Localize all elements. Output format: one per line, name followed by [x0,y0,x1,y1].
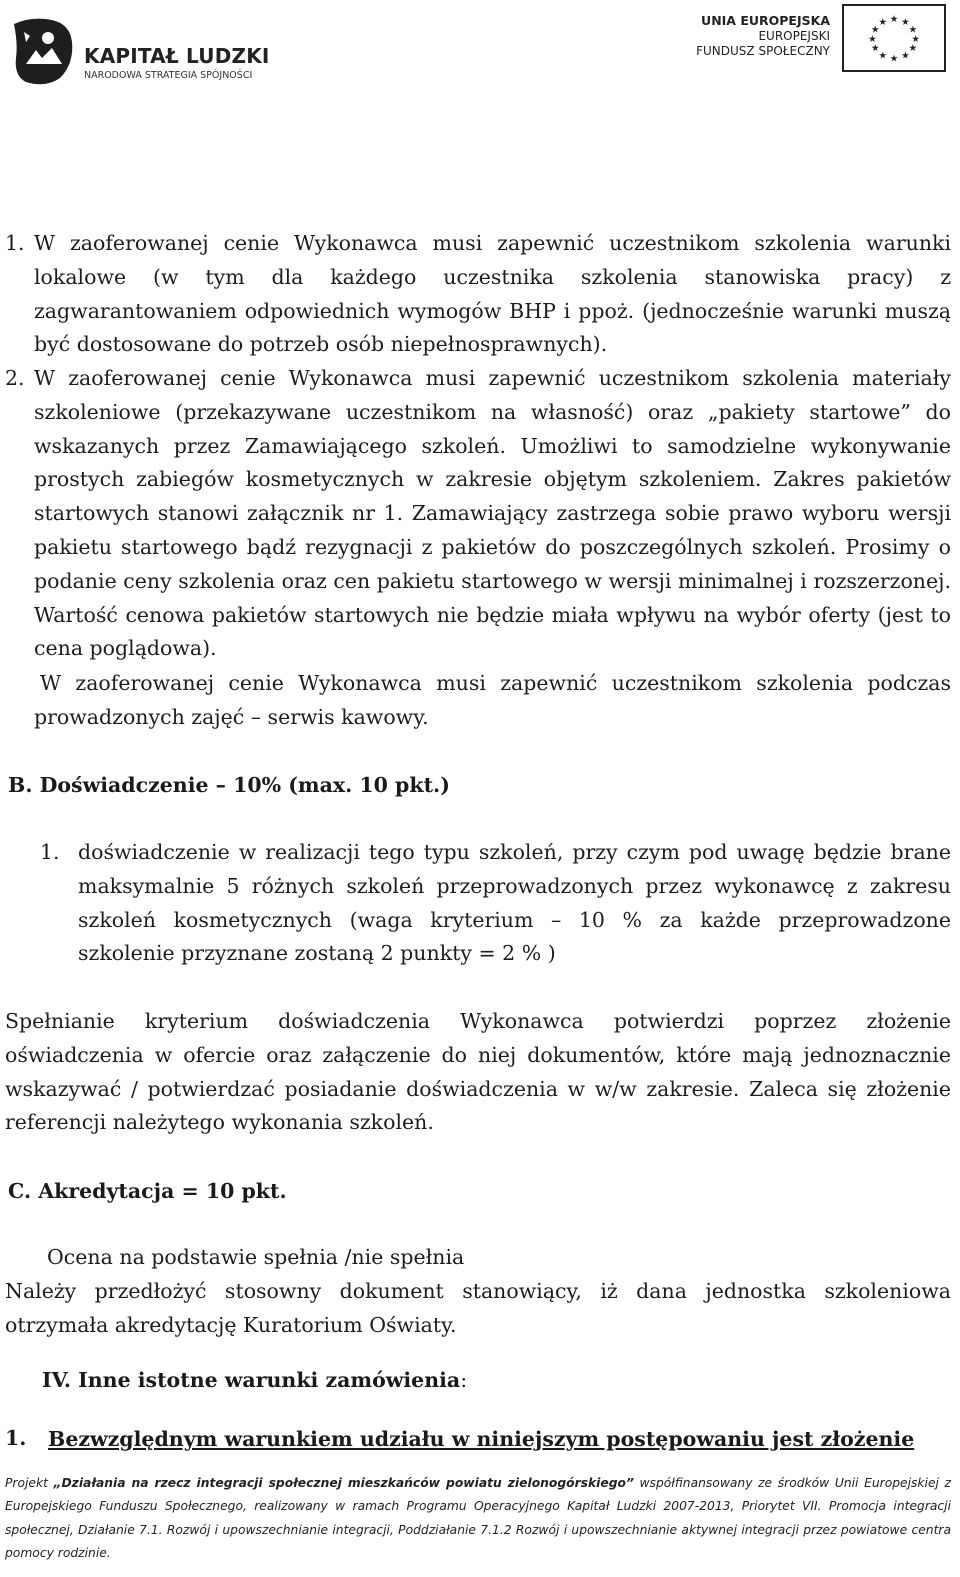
list-item-text: W zaoferowanej cenie Wykonawca musi zapewnić uczestnikom szkolenia materiały szkoleniowe (przekazywane uczestnikom na własność) oraz „pakiety startowe” do wskazanych przez Zamawiającego szkoleń. Umożliwi to samodzielne wykonywanie prostych zabiegów kosmetycznych w zakresie objętym szkoleniem. Zakres pakietów startowych stanowi załącznik nr 1. Zamawiający zastrzega sobie prawo wyboru wersji pakietu startowego bądź rezygnacji z pakietów do poszczególnych szkoleń. Prosimy o podanie ceny szkolenia oraz cen pakietu startowego w wersji minimalnej i rozszerzonej. Wartość cenowa pakietów startowych nie będzie miała wpływu na wybór oferty (jest to cena poglądowa). [34,366,951,661]
section-iv-heading [42,1363,467,1397]
list-item-continuation: W zaoferowanej cenie Wykonawca musi zapewnić uczestnikom szkolenia podczas prowadzonych zajęć – serwis kawowy. [34,671,951,729]
kl-title: KAPITAŁ LUDZKI [84,44,270,68]
svg-text:★: ★ [878,16,887,28]
section-iv-heading-text: IV. Inne istotne warunki zamówienia [42,1368,461,1392]
list-item-number: 1. [5,1426,27,1450]
section-b-paragraph: Spełnianie kryterium doświadczenia Wykonawca potwierdzi poprzez złożenie oświadczenia w ofercie oraz załączenie do niej dokumentów, które mają jednoznacznie wskazywać / potwierdzać posiadanie doświadczenia w w/w zakresie. Zaleca się złożenie referencji należytego wykonania szkoleń. [5,1009,951,1135]
section-c-heading: C. Akredytacja = 10 pkt. [8,1179,287,1203]
svg-text:★: ★ [889,53,899,65]
section-iv-heading-colon: : [460,1368,468,1392]
svg-text:★: ★ [889,14,899,25]
eu-flag-icon [842,4,946,72]
svg-text:★: ★ [908,43,918,55]
ue-line-1: UNIA EUROPEJSKA [701,13,830,28]
svg-text:★: ★ [870,24,880,36]
section-c-line: Ocena na podstawie spełnia /nie spełnia [47,1245,465,1269]
ue-text-block [696,12,830,59]
ue-line-2: EUROPEJSKI [758,29,830,43]
list-item-text: W zaoferowanej cenie Wykonawca musi zapewnić uczestnikom szkolenia warunki lokalowe (w tym dla każdego uczestnika szkolenia stanowiska pracy) z zagwarantowaniem odpowiednich wymogów BHP i ppoż. (jednocześnie warunki muszą być dostosowane do potrzeb osób niepełnosprawnych). [34,231,951,357]
list-item-number: 1. [40,840,60,864]
footer-project-title: „Działania na rzecz integracji społecznej mieszkańców powiatu zielonogórskiego” [53,1476,634,1490]
list-item-number: 2. [5,366,25,390]
svg-text:★: ★ [878,50,887,62]
list-item-text: doświadczenie w realizacji tego typu szkoleń, przy czym pod uwagę będzie brane maksymalnie 5 różnych szkoleń przeprowadzonych przez wykonawcę z zakresu szkoleń kosmetycznych (waga kryterium – 10 % za każde przeprowadzone szkolenie przyznane zostaną 2 punkty = 2 % ) [78,840,951,966]
kapital-ludzki-emblem-icon [12,14,74,86]
list-item-number: 1. [5,231,25,255]
section-b-heading: B. Doświadczenie – 10% (max. 10 pkt.) [8,773,450,797]
page-footer [5,1472,951,1566]
section-iv-item-text: Bezwzględnym warunkiem udziału w niniejszym postępowaniu jest złożenie [48,1427,915,1451]
section-c-paragraph: Należy przedłożyć stosowny dokument stanowiący, iż dana jednostka szkoleniowa otrzymała akredytację Kuratorium Oświaty. [5,1279,951,1337]
ue-line-3: FUNDUSZ SPOŁECZNY [696,44,830,58]
unia-europejska-logo [690,4,948,74]
kl-subtitle: NARODOWA STRATEGIA SPÓJNOŚCI [84,70,253,81]
footer-prefix: Projekt [5,1476,54,1490]
svg-text:★: ★ [901,50,910,62]
svg-text:★: ★ [870,43,880,55]
footer-rest: współfinansowany ze środków Unii Europejskiej z Europejskiego Funduszu Społecznego, realizowany w ramach Programu Operacyjnego Kapitał Ludzki 2007-2013, Priorytet VII. Promocja integracji społecznej, Działanie 7.1. Rozwój i upowszechnianie integracji, Poddziałanie 7.1.2 Rozwój i upowszechnianie aktywnej integracji przez powiatowe centra pomocy rodzinie. [5,1476,952,1561]
svg-text:★: ★ [868,33,877,45]
svg-text:★: ★ [901,16,910,28]
svg-text:★: ★ [908,24,918,36]
svg-text:★: ★ [911,33,920,45]
kapital-ludzki-logo [12,10,270,90]
